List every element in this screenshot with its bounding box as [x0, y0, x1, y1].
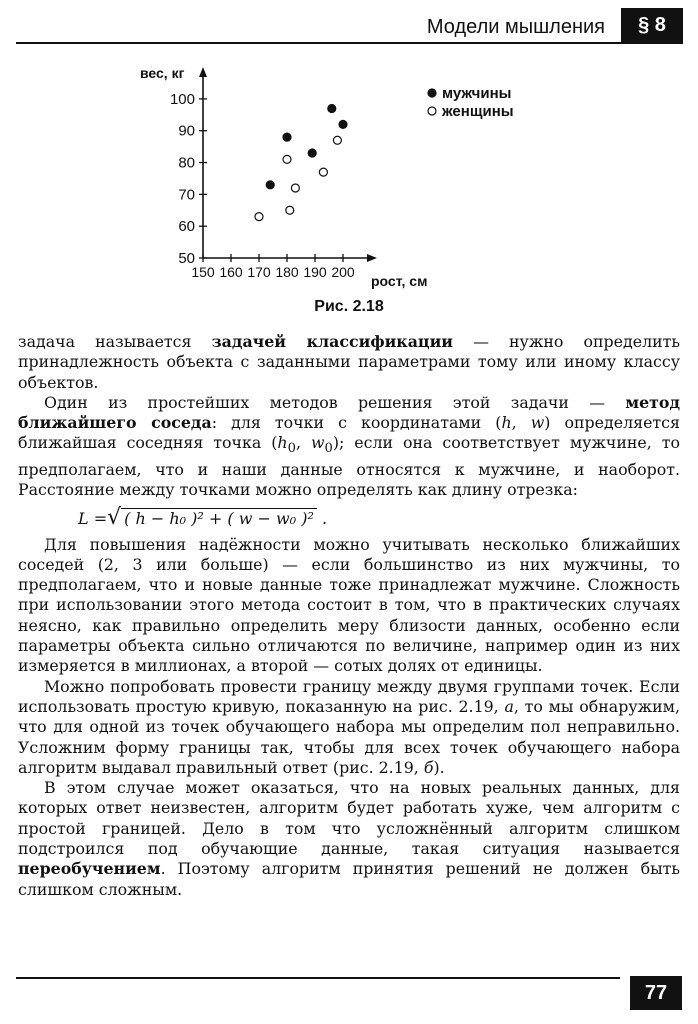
y-axis-arrow [199, 67, 207, 77]
footer-rule [16, 977, 620, 979]
x-tick-label: 160 [219, 264, 243, 280]
x-tick-label: 190 [303, 264, 327, 280]
legend-label: женщины [442, 103, 514, 120]
data-point-women [255, 213, 263, 221]
x-tick-label: 150 [191, 264, 215, 280]
data-point-women [319, 168, 327, 176]
distance-formula: L =√ ( h − h₀ )² + ( w − w₀ )² . [78, 504, 328, 530]
legend-label: мужчины [442, 85, 512, 102]
legend-marker [428, 89, 436, 97]
data-point-men [308, 149, 316, 157]
x-tick-label: 170 [247, 264, 271, 280]
data-point-women [286, 206, 294, 214]
x-axis-label: рост, см [371, 273, 428, 289]
paragraph-1: задача называется задачей классификации — нужно определить принадлежность объекта с заданными параметрами тому или иному классу объектов. [18, 332, 680, 392]
paragraph-4: Можно попробовать провести границу между двумя группами точек. Если использовать простую кривую, показанную на рис. 2.19, а, то мы обнаружим, что для одной из точек обучающего набора мы определим пол неправильно. Усложним форму границы так, чтобы для всех точек обучающего набора алгоритм выдавал правильный ответ (рис. 2.19, б). [18, 676, 680, 777]
x-tick-label: 200 [331, 264, 355, 280]
y-tick-label: 50 [178, 250, 195, 267]
scatter-chart [130, 56, 550, 296]
data-point-women [291, 184, 299, 192]
data-point-men [339, 120, 347, 128]
chapter-title: Модели мышления [426, 16, 605, 38]
y-tick-label: 90 [178, 122, 195, 140]
x-tick-label: 180 [275, 264, 299, 280]
y-tick-label: 70 [178, 186, 195, 204]
paragraph-5: В этом случае может оказаться, что на новых реальных данных, для которых ответ неизвестен, алгоритм будет работать хуже, чем алгоритм с простой границей. Дело в том что усложнённый алгоритм слишком подстроился под обучающие данные, такая ситуация называется переобучением. Поэтому алгоритм принятия решений не должен быть слишком сложным. [18, 778, 680, 899]
chart-svg [130, 56, 550, 296]
running-header [16, 8, 683, 44]
legend-marker [428, 107, 436, 115]
x-axis-arrow [367, 254, 377, 262]
y-axis-label: вес, кг [140, 65, 185, 81]
y-tick-label: 60 [178, 218, 195, 236]
y-tick-label: 100 [169, 90, 195, 108]
data-point-women [283, 155, 291, 163]
page-number: 77 [630, 976, 682, 1010]
data-point-women [333, 136, 341, 144]
data-point-men [266, 181, 274, 189]
paragraph-3: Для повышения надёжности можно учитывать несколько ближайших соседей (2, 3 или больше) — если большинство из них мужчины, то предполагаем, что и новые данные тоже принадлежат мужчине. Сложность при использовании этого метода состоит в том, что в практических случаях неясно, как правильно определить меру близости данных, особенно если параметры объекта сильно отличаются по величине, например один из них измеряется в миллионах, а второй — сотых долях от единицы. [18, 534, 680, 676]
data-point-men [328, 104, 336, 112]
figure-caption: Рис. 2.18 [314, 298, 384, 315]
y-tick-label: 80 [178, 154, 195, 172]
body-text [18, 332, 680, 900]
paragraph-2: Один из простейших методов решения этой задачи — метод ближайшего соседа: для точки с координатами (h, w) определяется ближайшая соседняя точка ($h_0$, $w_0$); если она соответствует мужчине, то предполагаем, что и наши данные относятся к мужчине, и наоборот. Расстояние между точками можно определять как длину отрезка: [18, 392, 681, 500]
data-point-men [283, 133, 291, 141]
section-badge: § 8 [621, 8, 683, 42]
